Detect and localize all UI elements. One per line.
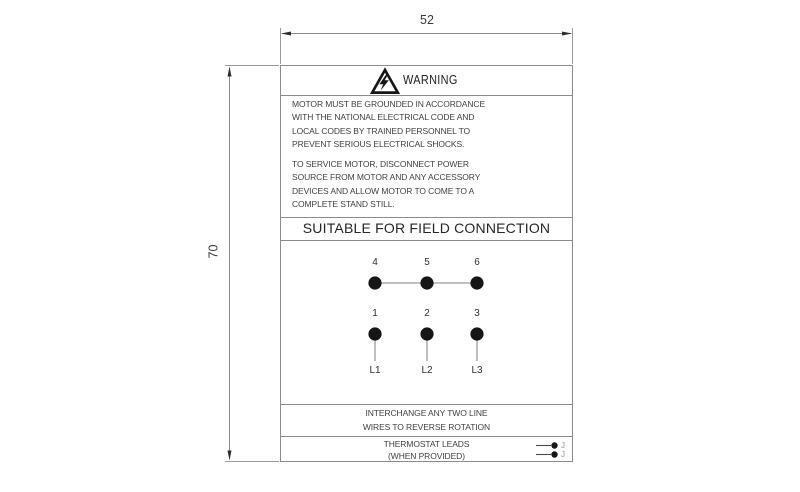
terminal-dot-6 <box>470 276 483 289</box>
thermostat-lead-label-2: J <box>561 450 565 459</box>
terminal-dot-3 <box>470 327 483 340</box>
thermostat-note-line1: THERMOSTAT LEADS <box>383 438 470 449</box>
warning-paragraph-2 <box>292 158 480 212</box>
warning-title: WARNING <box>403 72 458 87</box>
rotation-note-line1: INTERCHANGE ANY TWO LINE <box>365 408 488 418</box>
thermostat-note <box>280 438 573 464</box>
terminal-label-5: 5 <box>424 257 430 268</box>
line-wire-label-l3: L3 <box>471 365 483 376</box>
thermostat-lead-label-1: J <box>561 441 565 450</box>
warning-p1-line1: MOTOR MUST BE GROUNDED IN ACCORDANCE <box>292 99 486 109</box>
terminal-dot-4 <box>368 276 381 289</box>
dimension-width-label: 52 <box>420 13 434 27</box>
warning-p2-line2: SOURCE FROM MOTOR AND ANY ACCESSORY <box>292 172 481 183</box>
warning-p1-line3: LOCAL CODES BY TRAINED PERSONNEL TO <box>292 125 471 136</box>
terminal-label-6: 6 <box>474 257 480 268</box>
width-dimension-lines <box>281 28 573 64</box>
height-dimension-lines <box>225 66 279 462</box>
terminal-dot-1 <box>368 327 381 340</box>
rotation-note <box>280 407 573 434</box>
warning-p2-line3: DEVICES AND ALLOW MOTOR TO COME TO A <box>292 185 475 196</box>
warning-paragraph-1 <box>292 98 485 152</box>
dim-arrow-left <box>281 32 291 36</box>
terminal-dot-5 <box>420 276 433 289</box>
line-wire-label-l1: L1 <box>369 365 381 376</box>
dim-arrow-down <box>228 451 232 461</box>
terminal-label-4: 4 <box>372 257 378 268</box>
rotation-note-line2: WIRES TO REVERSE ROTATION <box>362 421 491 432</box>
dimension-height-label: 70 <box>206 244 221 259</box>
warning-p1-line4: PREVENT SERIOUS ELECTRICAL SHOCKS. <box>292 139 465 150</box>
dim-arrow-right <box>562 32 572 36</box>
field-connection-title: SUITABLE FOR FIELD CONNECTION <box>302 220 551 236</box>
warning-p2-line1: TO SERVICE MOTOR, DISCONNECT POWER <box>292 159 469 169</box>
dim-arrow-up <box>228 67 232 77</box>
warning-p1-line2: WITH THE NATIONAL ELECTRICAL CODE AND <box>292 112 475 123</box>
terminal-label-1: 1 <box>372 308 378 319</box>
terminal-label-3: 3 <box>474 308 480 319</box>
warning-p2-line4: COMPLETE STAND STILL. <box>292 199 395 210</box>
thermostat-note-line2: (WHEN PROVIDED) <box>388 451 465 462</box>
warning-triangle-icon <box>372 70 398 93</box>
line-wire-label-l2: L2 <box>421 365 433 376</box>
terminal-dot-2 <box>420 327 433 340</box>
terminal-label-2: 2 <box>424 308 430 319</box>
